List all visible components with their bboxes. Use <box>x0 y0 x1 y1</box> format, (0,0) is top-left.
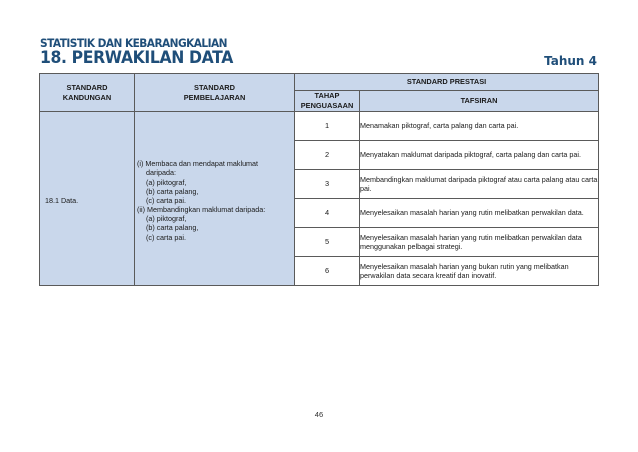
tafsiran-cell: Menyatakan maklumat daripada piktograf, carta palang dan carta pai. <box>360 141 599 170</box>
header-tahap-penguasaan <box>295 91 360 112</box>
pembelajaran-line: (b) carta palang, <box>146 186 199 196</box>
tahap-cell: 3 <box>295 170 360 199</box>
tafsiran-cell: Membandingkan maklumat daripada piktograf atau carta palang atau carta pai. <box>360 170 599 199</box>
tahap-cell: 6 <box>295 257 360 286</box>
topic-title: 18. PERWAKILAN DATA <box>40 48 233 68</box>
tahap-cell: 1 <box>295 112 360 141</box>
header-standard-pembelajaran-line2: PEMBELAJARAN <box>183 92 246 102</box>
standards-table <box>39 73 599 286</box>
header-standard-kandungan-line2: KANDUNGAN <box>62 92 112 102</box>
standard-pembelajaran-cell <box>135 112 295 286</box>
header-tahap-line1: TAHAP <box>314 91 340 100</box>
table-row <box>40 112 599 141</box>
tahap-cell: 5 <box>295 228 360 257</box>
tahap-cell: 4 <box>295 199 360 228</box>
year-label: Tahun 4 <box>544 54 597 68</box>
standard-kandungan-cell <box>40 112 135 286</box>
pembelajaran-line: (c) carta pai. <box>146 195 186 205</box>
header-tahap-line2: PENGUASAAN <box>300 101 354 110</box>
subject-title: STATISTIK DAN KEBARANGKALIAN <box>40 36 227 50</box>
tahap-cell: 2 <box>295 141 360 170</box>
tafsiran-cell: Menyelesaikan masalah harian yang rutin melibatkan perwakilan data menggunakan pelbagai strategi. <box>360 228 599 257</box>
tafsiran-cell: Menyelesaikan masalah harian yang rutin melibatkan perwakilan data. <box>360 199 599 228</box>
header-standard-pembelajaran-line1: STANDARD <box>194 82 235 92</box>
standard-pembelajaran-list <box>135 155 294 242</box>
header-tafsiran: TAFSIRAN <box>360 91 599 112</box>
header-standard-kandungan <box>40 74 135 112</box>
tafsiran-cell: Menamakan piktograf, carta palang dan carta pai. <box>360 112 599 141</box>
pembelajaran-line: (a) piktograf, <box>146 214 187 224</box>
pembelajaran-line: daripada: <box>146 168 176 178</box>
tafsiran-cell: Menyelesaikan masalah harian yang bukan rutin yang melibatkan perwakilan data secara kreatif dan inovatif. <box>360 257 599 286</box>
pembelajaran-line: (b) carta palang, <box>146 223 199 233</box>
pembelajaran-line: (i) Membaca dan mendapat maklumat <box>137 159 259 169</box>
pembelajaran-line: (c) carta pai. <box>146 232 186 242</box>
page-number: 46 <box>314 410 324 419</box>
pembelajaran-line: (ii) Membandingkan maklumat daripada: <box>137 205 266 215</box>
header-standard-prestasi: STANDARD PRESTASI <box>295 74 599 91</box>
pembelajaran-line: (a) piktograf, <box>146 177 187 187</box>
standard-kandungan-text: 18.1 Data. <box>45 195 79 205</box>
header-standard-pembelajaran <box>135 74 295 112</box>
header-standard-kandungan-line1: STANDARD <box>66 82 108 92</box>
